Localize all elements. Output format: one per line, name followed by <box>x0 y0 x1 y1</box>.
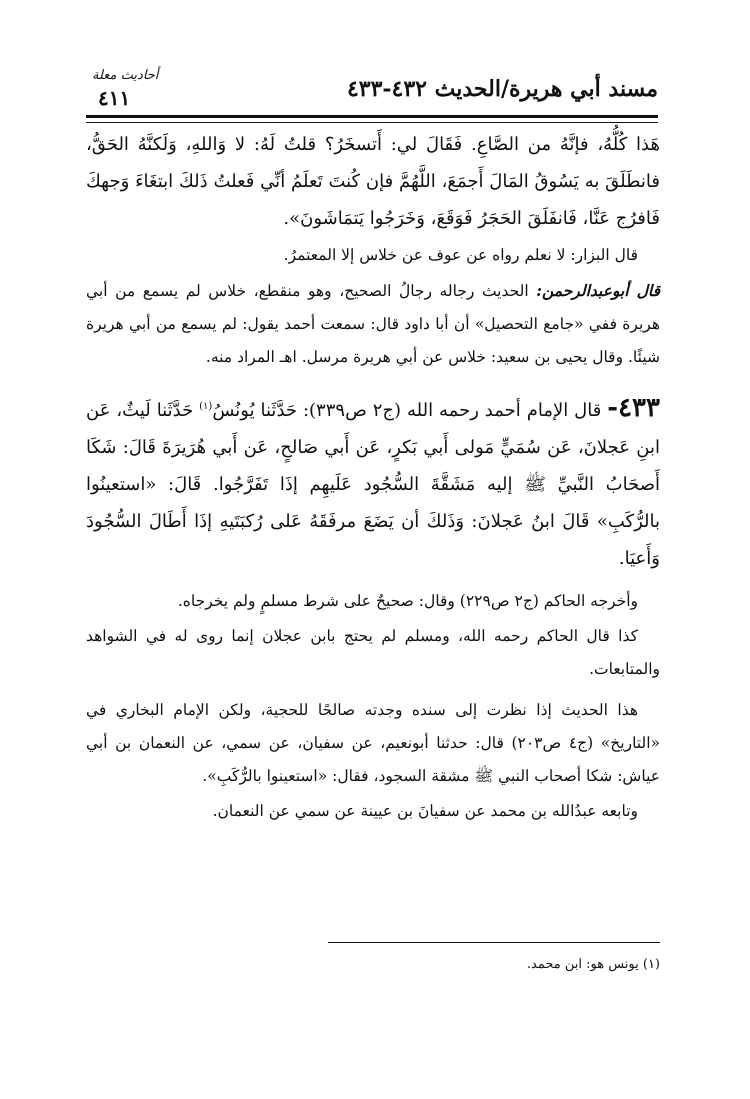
footnote-separator <box>328 942 660 943</box>
author-comment-label: قال أبوعبدالرحمن: <box>536 281 660 300</box>
footnote-ref-1: (١) <box>199 401 213 412</box>
author-comment-text: الحديث رجاله رجالُ الصحيح، وهو منقطع، خلاس لم يسمع من أبي هريرة ففي «جامع التحصيل» أن أبا داود قال: سمعت أحمد يقول: لم يسمع من أبي هريرة شيئًا. وقال يحيى بن سعيد: خلاس عن أبي هريرة مرسل. اهـ المراد منه. <box>86 282 660 366</box>
hadith-433 <box>86 388 660 577</box>
mutaba-note: وتابعه عبدُالله بن محمد عن سفيانَ بن عيينة عن سمي عن النعمان. <box>212 802 638 820</box>
hadith-433-text: حَدَّثَنا لَيثٌ، عَن ابنِ عَجلانَ، عَن سُمَيٍّ مَولى أَبي بَكرٍ، عَن أَبي صَالحٍ، عَن أَبي هُرَيرَةَ قَالَ: شَكَا أَصحَابُ النَّبيِّ ﷺ إليه مَشَقَّةَ السُّجُود عَلَيهِم إذَا تَفَرَّجُوا. قَالَ: «استعينُوا بالرُّكَبِ» قَالَ ابنُ عَجلانَ: وَذَلكَ أن يَضَعَ مرفَقَهُ عَلى رُكبَتَيهِ إذَا أَطَالَ السُّجُودَ وَأَعيَا. <box>86 400 660 569</box>
hadith-432-text-end: هَذا كُلُّهُ، فإنَّهُ من الصَّاعِ. فَقَالَ لي: أَتسخَرُ؟ قلتُ لَهُ: لا وَاللهِ، وَلَكنَّهُ الحَقُّ، فانطَلَقَ به يَسُوقُ المَالَ أَجمَعَ، اللَّهُمَّ فإن كُنتَ تَعلَمُ أنِّي فَعلتُ ذَلكَ ابتغَاءَ وَجهكَ فَافرُج عَنَّا، فَانفَلَقَ الحَجَرُ فَوَقَعَ، وَخَرَجُوا يَتمَاشَونَ». <box>86 134 660 229</box>
hakim-comment: كذا قال الحاكم رحمه الله، ومسلم لم يحتج بابن عجلان إنما روى له في الشواهد والمتابعات. <box>86 627 660 678</box>
running-title: مسند أبي هريرة/الحديث ٤٣٢-٤٣٣ <box>346 76 658 102</box>
header-thin-rule <box>86 122 658 123</box>
hakim-takhrij: وأخرجه الحاكم (ج٢ ص٢٢٩) وقال: صحيحٌ على شرط مسلمٍ ولم يخرجاه. <box>177 592 638 610</box>
handwritten-note: أحاديث معلة <box>92 68 159 83</box>
author-comment <box>86 274 660 374</box>
page-number: ٤١١ <box>98 86 131 110</box>
bazzar-comment: قال البزار: لا نعلم رواه عن عوف عن خلاس إلا المعتمرُ. <box>283 246 638 264</box>
footnote-1: (١) يونس هو: ابن محمد. <box>526 957 660 972</box>
header-thick-rule <box>86 115 658 118</box>
hadith-433-number: ٤٣٣- <box>607 393 660 423</box>
page-header <box>86 68 658 118</box>
bukhari-note: هذا الحديث إذا نظرت إلى سنده وجدته صالحًا للحجية، ولكن الإمام البخاري في «التاريخ» (ج٤ ص٢٠٣) قال: حدثنا أبونعيم، عن سفيان، عن سمي، عن النعمان بن أبي عياش: شكا أصحاب النبي ﷺ مشقة السجود، فقال: «استعينوا بالرُّكَبِ». <box>86 701 660 785</box>
page-body <box>86 126 660 828</box>
hadith-433-chain-start: قال الإمام أحمد رحمه الله (ج٢ ص٣٣٩): حَدَّثَنا يُونُسُ <box>212 400 602 421</box>
